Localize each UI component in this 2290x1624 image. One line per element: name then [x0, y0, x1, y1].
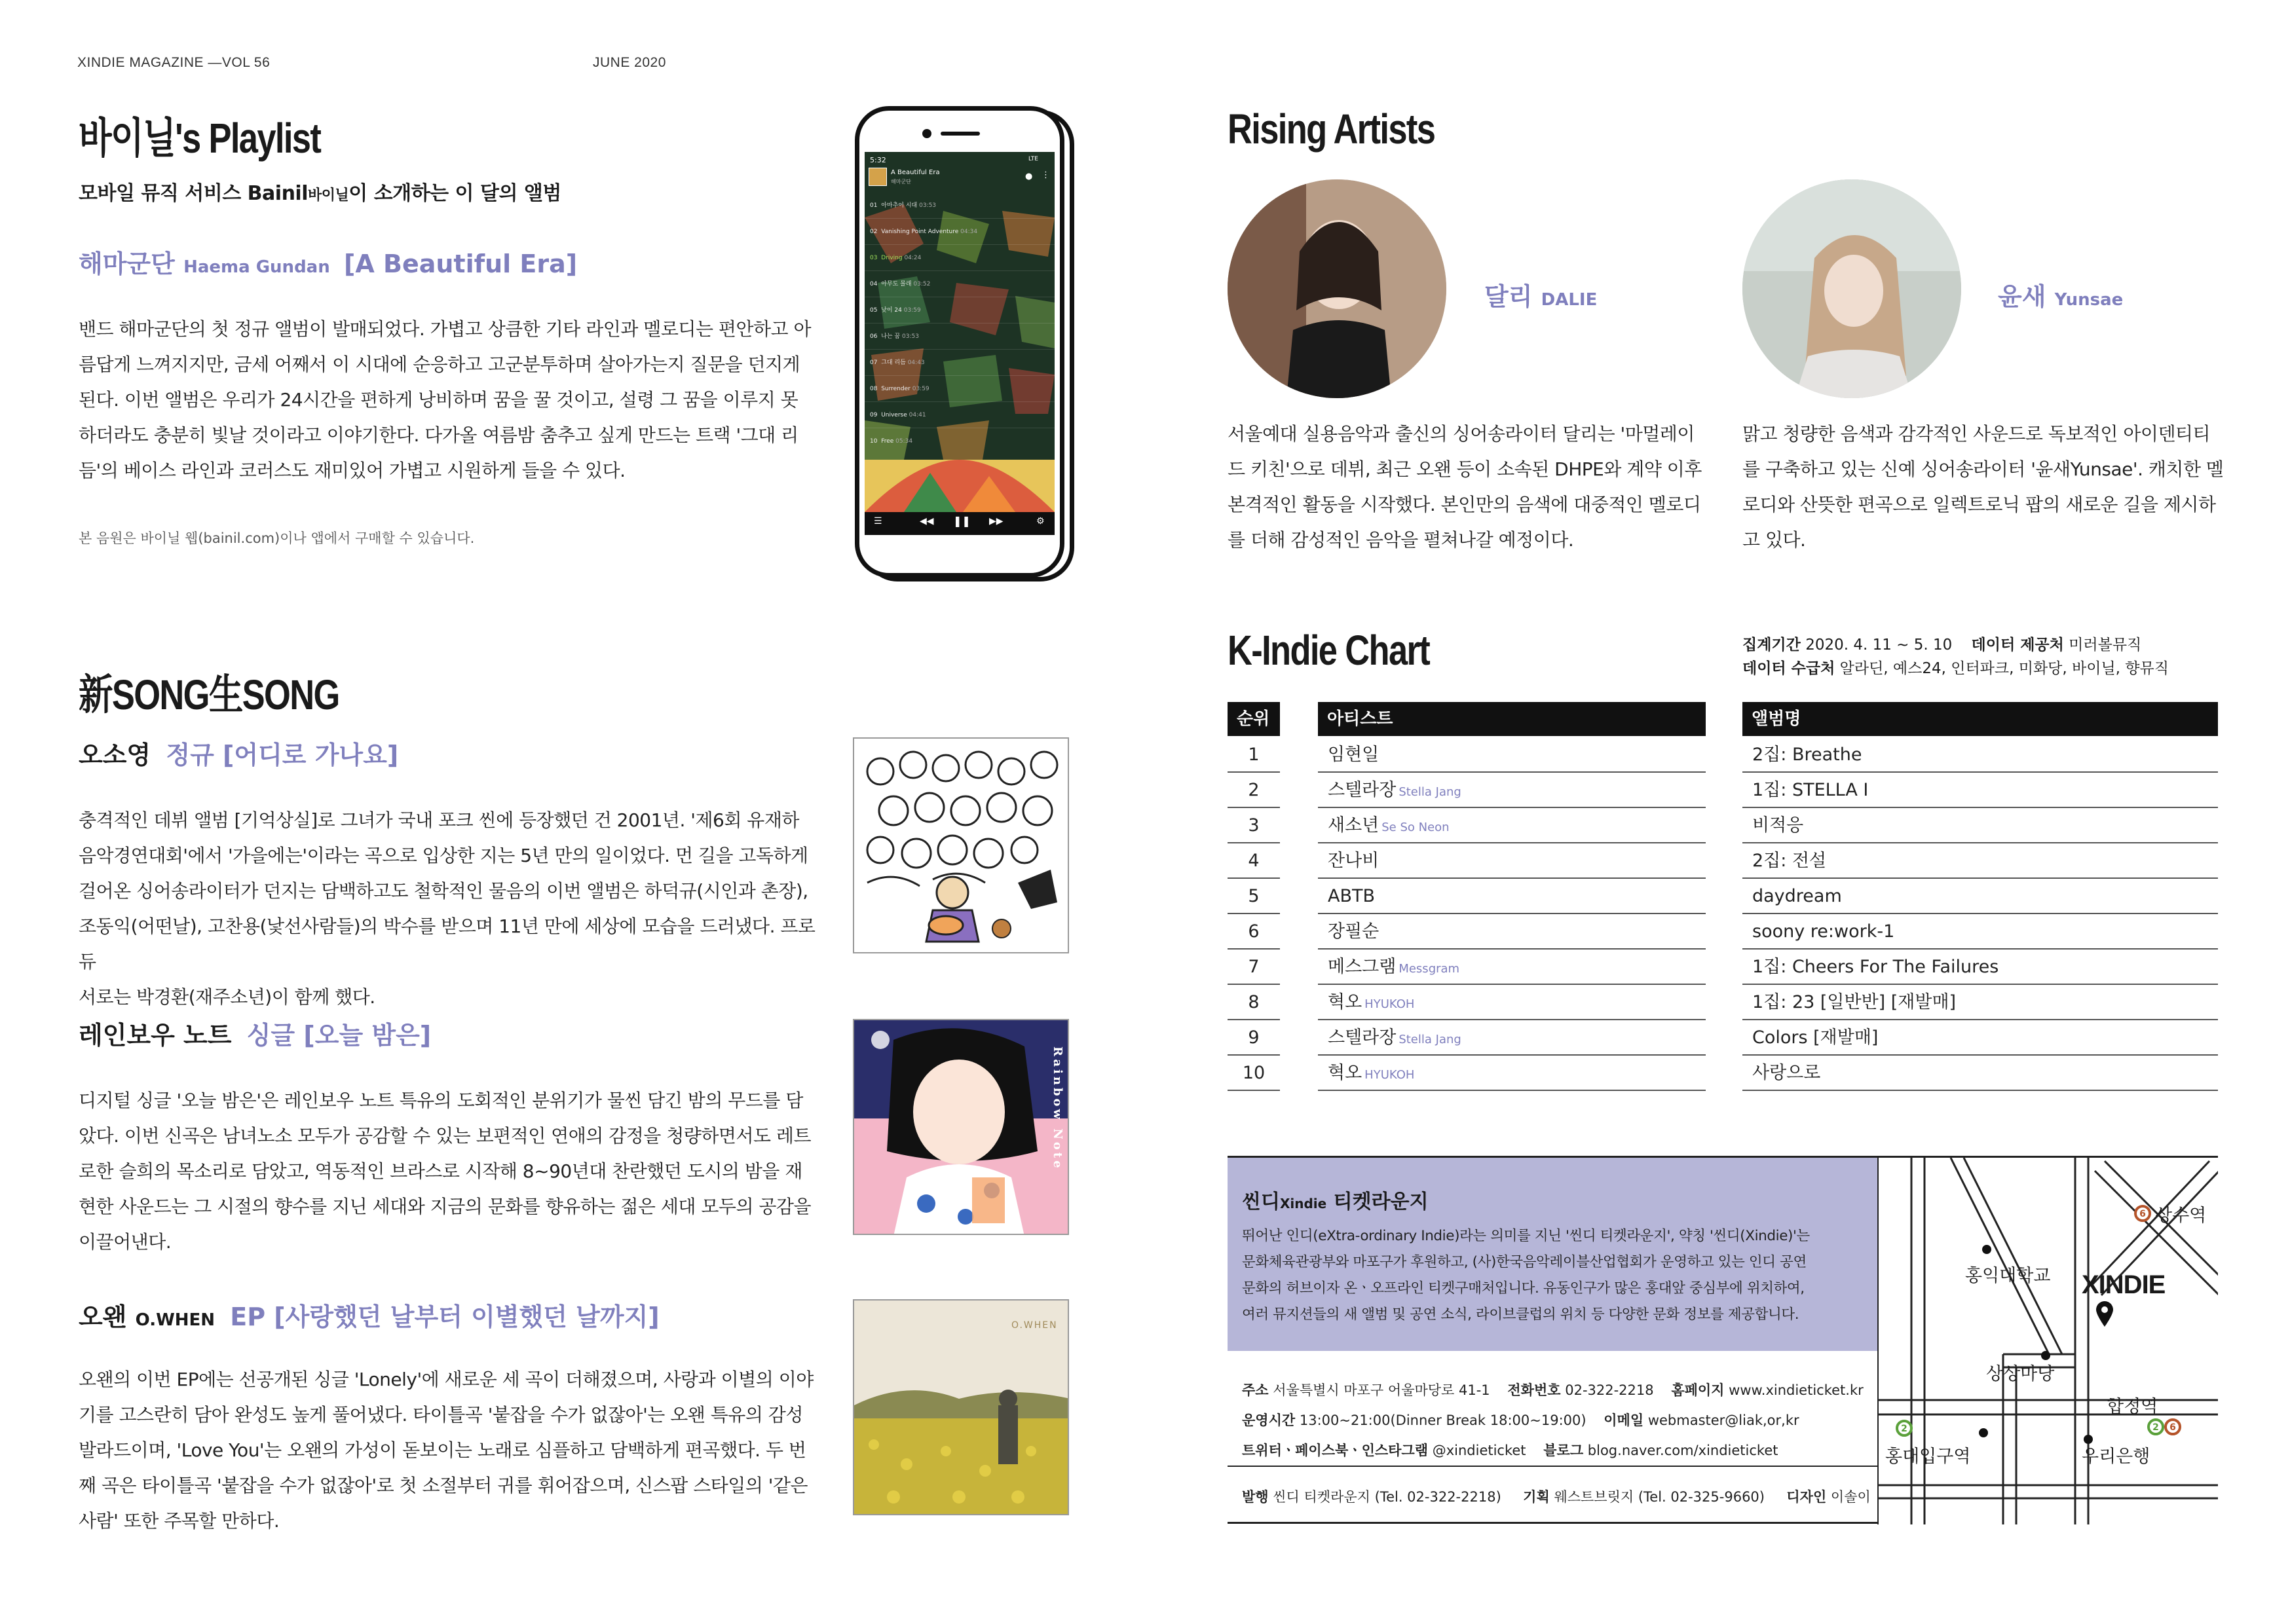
body-line: 기를 고스란히 담아 완성도 높게 풀어냈다. 타이틀곡 '붙잡을 수가 없잖아'는 오왠 특유의 감성: [79, 1404, 803, 1426]
col-header-rank: 순위: [1228, 702, 1280, 736]
track-row[interactable]: 05 낮이 24 03:59: [865, 297, 1055, 323]
location-pin-icon: [2095, 1301, 2114, 1327]
status-time: 5:32: [870, 156, 886, 164]
blog-link[interactable]: blog.naver.com/xindieticket: [1587, 1443, 1778, 1458]
track-row[interactable]: 04 아무도 몰래 03:52: [865, 271, 1055, 297]
cell-album: daydream: [1742, 879, 2218, 914]
map-label-woori: 우리은행: [2082, 1447, 2150, 1467]
table-row: [1228, 843, 2218, 879]
cell-album: 1집: STELLA I: [1742, 773, 2218, 808]
map-label-hongdae-station: 홍대입구역: [1885, 1447, 1971, 1467]
body-line: 고 있다.: [1742, 529, 1806, 551]
pause-icon[interactable]: ❚❚: [953, 515, 971, 527]
body-line: 충격적인 데뷔 앨범 [기억상실]로 그녀가 국내 포크 씬에 등장했던 건 2001년. '제6회 유재하: [79, 809, 799, 831]
track-list: [865, 193, 1055, 454]
cover-title-vertical: Rainbow Note: [1051, 1046, 1064, 1171]
cell-album: soony re:work-1: [1742, 914, 2218, 950]
track-row[interactable]: 06 나는 꿈 03:53: [865, 323, 1055, 350]
artist-name-en: O.WHEN: [135, 1310, 216, 1330]
map-label-xindie: XINDIE: [2082, 1270, 2166, 1299]
body-line: 걸어온 싱어송라이터가 던지는 담백하고도 철학적인 물음의 이번 앨범은 하덕규(시인과 촌장),: [79, 880, 808, 902]
album-cover-owhen: [853, 1299, 1069, 1515]
body-line: 하더라도 충분히 빛날 것이라고 이야기한다. 다가올 여름밤 춤추고 싶게 만드는 트랙 '그대 리: [79, 424, 798, 446]
chart-meta-line1: 집계기간 2020. 4. 11 ~ 5. 10 데이터 제공처 미러볼뮤직: [1742, 637, 2142, 654]
purchase-note: 본 음원은 바이닐 웹(bainil.com)이나 앱에서 구매할 수 있습니다.: [79, 530, 475, 546]
cell-rank: 5: [1228, 879, 1280, 914]
track-row[interactable]: 07 그대 리듬 04:43: [865, 350, 1055, 376]
info-line-2: 운영시간 13:00~21:00(Dinner Break 18:00~19:00) 이메일 webmaster@liak,or,kr: [1242, 1412, 1799, 1428]
lounge-info-box: [1228, 1158, 1885, 1351]
cover-illustration: [854, 1301, 1069, 1515]
body-line: 째 곡은 타이틀곡 '붙잡을 수가 없잖아'로 첫 소절부터 귀를 휘어잡으며, 신스팝 스타일의 '같은: [79, 1475, 808, 1496]
newsong-item-body: [79, 803, 819, 1015]
newsong-item-body: [79, 1083, 819, 1260]
desc-line: 여러 뮤지션들의 새 앨범 및 공연 소식, 라이브클럽의 위치 등 다양한 문화 정보를 제공합니다.: [1242, 1306, 1799, 1323]
cell-album: 비적응: [1742, 808, 2218, 843]
location-map[interactable]: [1877, 1158, 2218, 1524]
newsong-item-heading: [79, 735, 398, 771]
cell-album: 2집: 전설: [1742, 843, 2218, 879]
line6-marker-hapjeong: 6: [2164, 1418, 2181, 1435]
email-link[interactable]: webmaster@liak,or,kr: [1647, 1412, 1799, 1428]
body-line: 드 키친'으로 데뷔, 최근 오왠 등이 소속된 DHPE와 계약 이후: [1228, 458, 1702, 480]
track-row[interactable]: 09 Universe 04:41: [865, 402, 1055, 428]
col-header-album: 앨범명: [1742, 702, 2218, 736]
subtitle-small: 바이닐: [308, 187, 349, 204]
body-line: 조동익(어떤날), 고찬용(낯선사람들)의 박수를 받으며 11년 만에 세상에 모습을 드러냈다. 프로듀: [79, 915, 816, 972]
cell-artist: 혁오 HYUKOH: [1318, 985, 1706, 1020]
artist-photo-yunsae: [1742, 179, 1961, 398]
portrait-illustration: [1742, 179, 1961, 398]
body-line: 맑고 청량한 음색과 감각적인 사운드로 독보적인 아이덴티티: [1742, 423, 2211, 445]
body-line: 로한 슬희의 목소리로 담았고, 역동적인 브라스로 시작해 8~90년대 찬란했던 도시의 밤을 재: [79, 1160, 802, 1182]
cell-artist: ABTB: [1318, 879, 1706, 914]
body-line: 름답게 느껴지지만, 금세 어째서 이 시대에 순응하고 고군분투하며 살아가는지 질문을 던지게: [79, 354, 800, 375]
album-cover-oh-soyoung: [853, 737, 1069, 953]
table-row: [1228, 1020, 2218, 1056]
artist-photo-dalie: [1228, 179, 1446, 398]
body-line: 서로는 박경환(재주소년)이 함께 했다.: [79, 986, 375, 1008]
cell-artist: 혁오 HYUKOH: [1318, 1056, 1706, 1091]
body-line: 발라드이며, 'Love You'는 오왠의 가성이 돋보이는 노래로 심플하고 담백하게 편곡했다. 두 번: [79, 1439, 806, 1461]
subtitle-prefix: 모바일 뮤직 서비스 Bainil: [79, 182, 308, 205]
camera-icon: [922, 129, 931, 138]
menu-icon[interactable]: ☰: [874, 516, 882, 526]
cell-artist: 새소년 Se So Neon: [1318, 808, 1706, 843]
body-line: 듬'의 베이스 라인과 코러스도 재미있어 가볍고 시원하게 들을 수 있다.: [79, 460, 626, 481]
cell-album: 1집: Cheers For The Failures: [1742, 950, 2218, 985]
cell-rank: 3: [1228, 808, 1280, 843]
body-line: 를 구축하고 있는 신예 싱어송라이터 '윤새Yunsae'. 캐치한 멜: [1742, 458, 2224, 480]
cell-artist: 임현일: [1318, 737, 1706, 773]
table-row: [1228, 1056, 2218, 1091]
table-row: [1228, 808, 2218, 843]
cell-album: 2집: Breathe: [1742, 737, 2218, 773]
line2-marker-hapjeong: 2: [2147, 1418, 2164, 1435]
status-network: LTE: [1028, 156, 1038, 162]
body-line: 를 더해 감성적인 음악을 펼쳐나갈 예정이다.: [1228, 529, 1574, 551]
cell-rank: 9: [1228, 1020, 1280, 1056]
cell-album: Colors [재발매]: [1742, 1020, 2218, 1056]
table-row: [1228, 950, 2218, 985]
table-row: [1228, 985, 2218, 1020]
screen-album-title: A Beautiful Era: [891, 169, 940, 176]
cell-rank: 10: [1228, 1056, 1280, 1091]
cell-artist: 메스그램 Messgram: [1318, 950, 1706, 985]
body-line: 밴드 해마군단의 첫 정규 앨범이 발매되었다. 가볍고 상큼한 기타 라인과 멜로디는 편안하고 아: [79, 318, 812, 340]
cell-artist: 스텔라장 Stella Jang: [1318, 773, 1706, 808]
line2-marker-hongdae: 2: [1896, 1420, 1913, 1437]
map-label-sangsang: 상상마당: [1986, 1364, 2055, 1384]
cell-rank: 4: [1228, 843, 1280, 879]
release-title: EP [사랑했던 날부터 이별했던 날까지]: [230, 1302, 660, 1331]
screen-album-artist: 해마군단: [891, 179, 911, 185]
artist-desc-yunsae: [1742, 416, 2240, 558]
track-row[interactable]: 10 Free 05:34: [870, 438, 913, 445]
artist-name: 오소영: [79, 741, 151, 769]
newsong-item-body: [79, 1362, 819, 1539]
info-line-3: 트위터ㆍ페이스북ㆍ인스타그램 @xindieticket 블로그 blog.naver.com/xindieticket: [1242, 1443, 1778, 1458]
track-row[interactable]: 02 Vanishing Point Adventure 04:34: [865, 219, 1055, 245]
cell-artist: 장필순: [1318, 914, 1706, 950]
cell-rank: 8: [1228, 985, 1280, 1020]
body-line: 서울예대 실용음악과 출신의 싱어송라이터 달리는 '마멀레이: [1228, 423, 1695, 445]
lounge-description: [1242, 1223, 1810, 1328]
cover-illustration: [854, 739, 1069, 953]
magazine-label: XINDIE MAGAZINE —VOL 56: [77, 55, 271, 70]
desc-line: 문화의 허브이자 온ㆍ오프라인 티켓구매처입니다. 유동인구가 많은 홍대앞 중심부에 위치하여,: [1242, 1280, 1805, 1297]
album-cover-rainbow-note: [853, 1019, 1069, 1235]
map-label-hapjeong: 합정역: [2107, 1397, 2158, 1417]
playlist-artist-ko: 해마군단: [79, 249, 175, 278]
lounge-contact-info: [1242, 1375, 1864, 1466]
newsong-item-heading: [79, 1015, 431, 1051]
settings-icon[interactable]: ⚙: [1036, 516, 1045, 526]
body-line: 이끌어낸다.: [79, 1231, 172, 1253]
body-line: 현한 사운드는 그 시절의 향수를 지닌 세대와 지금의 문화를 향유하는 젊은 세대 모두의 공감을: [79, 1196, 812, 1217]
next-icon[interactable]: ▶▶: [989, 516, 1004, 526]
artist-name: 레인보우 노트: [79, 1021, 232, 1050]
chat-icon[interactable]: ●: [1025, 172, 1033, 181]
issue-date: JUNE 2020: [593, 55, 666, 70]
body-line: 본격적인 활동을 시작했다. 본인만의 음색에 대중적인 멜로디: [1228, 494, 1701, 515]
playlist-album-heading: [79, 244, 577, 280]
artist-name-yunsae: 윤새 Yunsae: [1998, 282, 2124, 311]
info-line-1: 주소 서울특별시 마포구 어울마당로 41-1 전화번호 02-322-2218 홈페이지 www.xindieticket.kr: [1242, 1382, 1864, 1398]
phone-screen: [865, 152, 1055, 535]
cell-rank: 2: [1228, 773, 1280, 808]
portrait-illustration: [1228, 179, 1446, 398]
album-thumbnail: [869, 168, 887, 186]
artist-desc-dalie: [1228, 416, 1725, 558]
cell-rank: 6: [1228, 914, 1280, 950]
map-label-hongik: 홍익대학교: [1965, 1266, 2051, 1286]
release-title: 정규 [어디로 가나요]: [166, 741, 399, 769]
body-line: 오왠의 이번 EP에는 선공개된 싱글 'Lonely'에 새로운 세 곡이 더해졌으며, 사랑과 이별의 이야: [79, 1369, 814, 1390]
newsong-item-heading: [79, 1297, 660, 1333]
col-header-artist: 아티스트: [1318, 702, 1706, 736]
body-line: 사람' 또한 주목할 만하다.: [79, 1510, 280, 1532]
map-label-sangsu: 상수역: [2155, 1206, 2207, 1226]
table-row: [1228, 773, 2218, 808]
body-line: 디지털 싱글 '오늘 밤은'은 레인보우 노트 특유의 도회적인 분위기가 물씬 담긴 밤의 무드를 담: [79, 1090, 803, 1111]
credits-rule: [1228, 1466, 1877, 1467]
table-row: [1228, 914, 2218, 950]
cell-artist: 잔나비: [1318, 843, 1706, 879]
cover-brand: O.WHEN: [1011, 1320, 1058, 1331]
cell-artist: 스텔라장 Stella Jang: [1318, 1020, 1706, 1056]
playlist-body: [79, 312, 819, 489]
line6-marker-sangsu: 6: [2134, 1205, 2151, 1222]
track-row-playing[interactable]: 03 Driving 04:24: [865, 245, 1055, 271]
credits-line: 발행 씬디 티켓라운지 (Tel. 02-322-2218) 기획 웨스트브릿지 (Tel. 02-325-9660) 디자인 이솔이: [1242, 1489, 1871, 1505]
chart-meta-line2: 데이터 수급처 알라딘, 예스24, 인터파크, 미화당, 바이닐, 향뮤직: [1742, 660, 2169, 677]
previous-icon[interactable]: ◀◀: [920, 516, 934, 526]
newsong-title: 新SONG生SONG: [79, 671, 339, 718]
cell-album: 사랑으로: [1742, 1056, 2218, 1091]
body-line: 았다. 이번 신곡은 남녀노소 모두가 공감할 수 있는 보편적인 연애의 감정을 청량하면서도 레트: [79, 1125, 812, 1147]
playlist-title: 바이닐's Playlist: [79, 115, 321, 162]
table-row: [1228, 737, 2218, 773]
cell-rank: 7: [1228, 950, 1280, 985]
playlist-album-title: [A Beautiful Era]: [343, 249, 578, 278]
more-options-icon[interactable]: ⋮: [1042, 170, 1050, 180]
track-row[interactable]: 08 Surrender 03:59: [865, 376, 1055, 402]
speaker-slot: [941, 132, 980, 136]
lounge-title: 씬디Xindie 티켓라운지: [1242, 1190, 1429, 1213]
cell-album: 1집: 23 [일반반] [재발매]: [1742, 985, 2218, 1020]
cover-illustration: [854, 1020, 1069, 1235]
desc-line: 문화체육관광부와 마포구가 후원하고, (사)한국음악레이블산업협회가 운영하고 있는 인디 공연: [1242, 1254, 1807, 1270]
track-row[interactable]: 01 아마추어 시대 03:53: [865, 193, 1055, 219]
body-line: 된다. 이번 앨범은 우리가 24시간을 편하게 낭비하며 꿈을 꿀 것이고, 설령 그 꿈을 이루지 못: [79, 389, 798, 411]
playlist-artist-en: Haema Gundan: [183, 257, 330, 277]
chart-title: K-Indie Chart: [1228, 627, 1430, 674]
body-line: 음악경연대회'에서 '가을에는'이라는 곡으로 입상한 지는 5년 만의 일이었다. 먼 길을 고독하게: [79, 845, 808, 866]
artist-name-dalie: 달리 DALIE: [1484, 282, 1598, 311]
subtitle-suffix: 이 소개하는 이 달의 앨범: [348, 182, 561, 205]
table-row: [1228, 879, 2218, 914]
cell-rank: 1: [1228, 737, 1280, 773]
release-title: 싱글 [오늘 밤은]: [246, 1021, 432, 1050]
playlist-subtitle: [79, 177, 561, 206]
body-line: 로디와 산뜻한 편곡으로 일렉트로닉 팝의 새로운 길을 제시하: [1742, 494, 2216, 515]
artist-name: 오왠: [79, 1302, 127, 1331]
homepage-link[interactable]: www.xindieticket.kr: [1729, 1382, 1864, 1398]
desc-line: 뛰어난 인디(eXtra-ordinary Indie)라는 의미를 지닌 '씬디 티켓라운지', 약칭 '씬디(Xindie)'는: [1242, 1228, 1810, 1244]
chart-table-body: [1228, 737, 2218, 1091]
rising-title: Rising Artists: [1228, 105, 1435, 153]
